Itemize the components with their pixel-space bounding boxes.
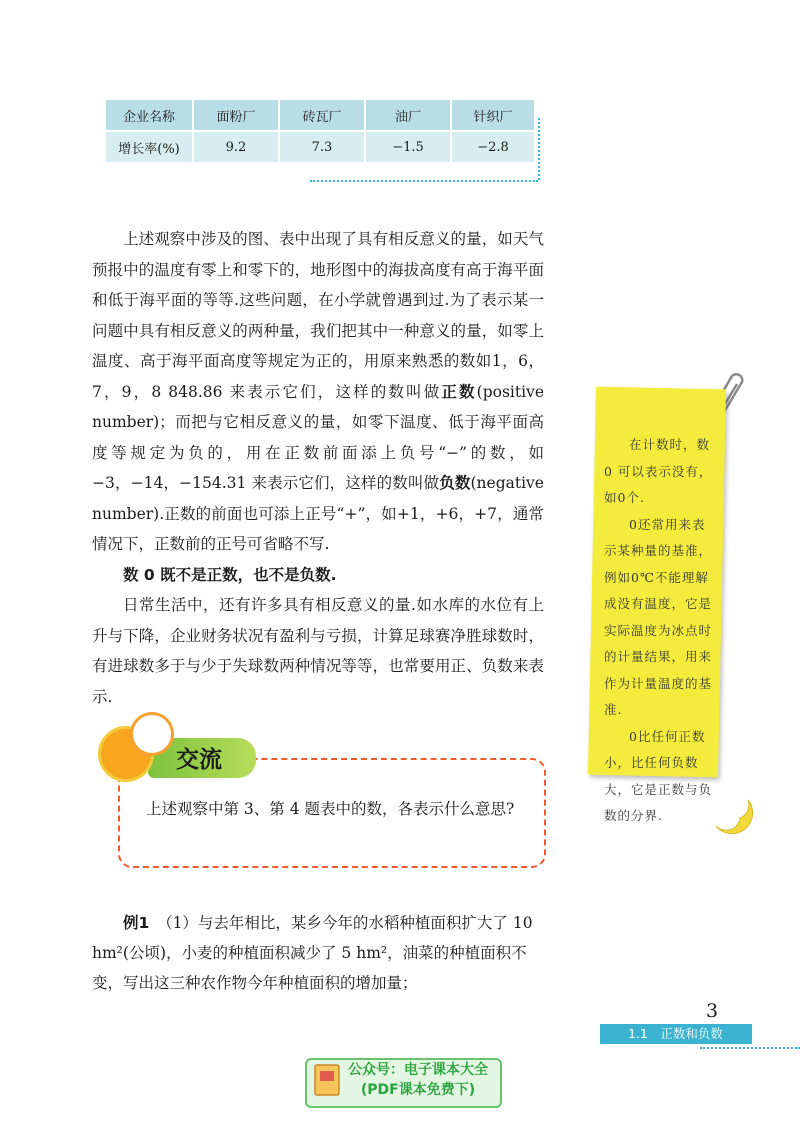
example-text: （1）与去年相比，某乡今年的水稻种植面积扩大了 10 hm²(公顷)，小麦的种植面积减少了 5 hm²，油菜的种植面积不变，写出这三种农作物今年种植面积的增加量； bbox=[92, 914, 533, 992]
paragraph-zero-rule: 数 0 既不是正数，也不是负数. bbox=[123, 565, 337, 584]
table-header-row bbox=[106, 100, 534, 131]
table-cell: 9.2 bbox=[193, 131, 279, 162]
table-cell: 增长率(%) bbox=[106, 131, 193, 162]
discussion-title: 交流 bbox=[176, 747, 222, 773]
growth-rate-table bbox=[106, 100, 534, 162]
paragraph-daily-life: 日常生活中，还有许多具有相反意义的量.如水库的水位有上升与下降，企业财务状况有盈利与亏损，计算足球赛净胜球数时，有进球数多于与少于失球数两种情况等等，也常要用正、负数来表示. bbox=[92, 596, 544, 706]
side-note-paragraph: 0比任何正数小，比任何负数大，它是正数与负数的分界. bbox=[604, 728, 713, 823]
side-note-text bbox=[604, 432, 714, 830]
watermark-text: 公众号：电子课本大全 (PDF课本免费下) bbox=[348, 1062, 488, 1098]
section-tab bbox=[600, 1024, 752, 1044]
table-cell: −2.8 bbox=[451, 131, 534, 162]
table-header-cell: 砖瓦厂 bbox=[279, 100, 365, 131]
example-label: 例1 bbox=[123, 914, 150, 932]
decorative-dotted-line bbox=[700, 1047, 800, 1049]
section-title: 1.1 正数和负数 bbox=[628, 1026, 723, 1041]
table-header-cell: 面粉厂 bbox=[193, 100, 279, 131]
table-cell: 7.3 bbox=[279, 131, 365, 162]
table-header-cell: 针织厂 bbox=[451, 100, 534, 131]
page-number: 3 bbox=[706, 1000, 719, 1022]
side-note-paragraph: 在计数时，数0 可以表示没有，如0个. bbox=[604, 437, 713, 505]
decorative-dotted-line bbox=[538, 118, 540, 180]
table-header-cell: 油厂 bbox=[365, 100, 451, 131]
side-note-paragraph: 0还常用来表示某种量的基准，例如0℃不能理解成没有温度，它是实际温度为冰点时的计量结果，用来作为计量温度的基准. bbox=[604, 516, 713, 717]
term-positive: 正数 bbox=[441, 382, 477, 401]
table-cell: −1.5 bbox=[365, 131, 451, 162]
term-negative: 负数 bbox=[439, 474, 471, 492]
table-header-cell: 企业名称 bbox=[106, 100, 193, 131]
main-text bbox=[92, 224, 544, 712]
speech-bubble-icon bbox=[130, 712, 174, 756]
example-block bbox=[92, 908, 552, 998]
paragraph-intro: 上述观察中涉及的图、表中出现了具有相反意义的量，如天气预报中的温度有零上和零下的，地形图中的海拔高度有高于海平面和低于海平面的等等.这些问题，在小学就曾遇到过.为了表示某一问题中具有相反意义的两种量，我们把其中一种意义的量，如零上温度、高于海平面高度等规定为正的，用原来熟悉的数如1，6，7，9，8 848.86 来表示它们，这样的数叫做正数(positive number)；而把与它相反意义的量，如零下温度、低于海平面高度等规定为负的，用在正数前面添上负号“−”的数，如 −3，−14，−154.31 来表示它们，这样的数叫做负数(negative number).正数的前面也可添上正号“+”，如+1，+6，+7，通常情况下，正数前的正号可省略不写. bbox=[92, 230, 544, 553]
book-icon bbox=[313, 1063, 341, 1099]
table-row bbox=[106, 131, 534, 162]
moon-icon bbox=[710, 796, 756, 836]
discussion-text: 上述观察中第 3、第 4 题表中的数，各表示什么意思? bbox=[146, 800, 515, 818]
decorative-dotted-line bbox=[310, 180, 538, 182]
